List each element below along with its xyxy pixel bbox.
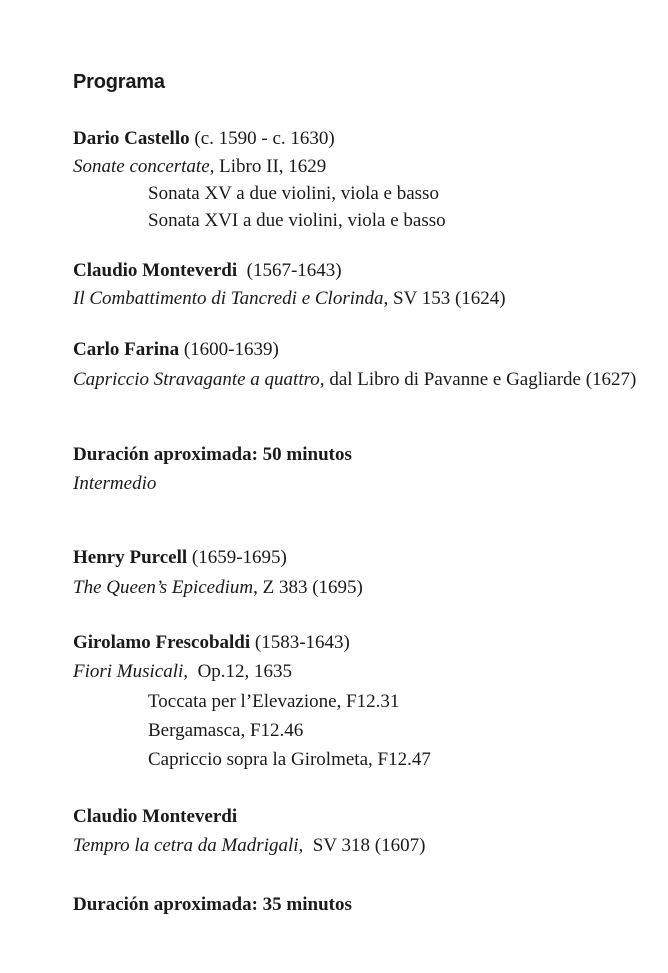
monteverdi-work-line (73, 287, 506, 311)
castello-composer-line (73, 127, 335, 151)
composer-dates: (1567-1643) (237, 260, 342, 281)
farina-work-line (73, 368, 636, 392)
intermission-label: Intermedio (73, 473, 157, 494)
work-details: Op.12, 1635 (188, 661, 293, 682)
composer-dates: (1600-1639) (179, 339, 279, 360)
frescobaldi-work-line (73, 660, 292, 684)
composer-name: Claudio Monteverdi (73, 806, 238, 827)
work-item: Toccata per l’Elevazione, F12.31 (148, 691, 400, 712)
composer-name: Girolamo Frescobaldi (73, 632, 251, 653)
composer-name: Carlo Farina (73, 339, 180, 360)
work-item: Sonata XV a due violini, viola e basso (148, 183, 439, 204)
composer-name: Dario Castello (73, 128, 190, 149)
part1-duration: Duración aproximada: 50 minutos (73, 444, 352, 465)
work-details: , Libro II, 1629 (209, 156, 327, 177)
page-title: Programa (73, 71, 165, 93)
work-title: Il Combattimento di Tancredi e Clorinda (73, 288, 384, 309)
composer-name: Claudio Monteverdi (73, 260, 238, 281)
work-item: Bergamasca, F12.46 (148, 720, 304, 741)
monteverdi-composer-line (73, 259, 342, 283)
purcell-composer-line (73, 546, 287, 570)
purcell-work-line (73, 576, 363, 600)
composer-dates: (c. 1590 - c. 1630) (189, 128, 335, 149)
work-details: dal Libro di Pavanne e Gagliarde (1627) (324, 369, 637, 390)
work-item: Sonata XVI a due violini, viola e basso (148, 210, 446, 231)
work-title: Sonate concertate (73, 156, 210, 177)
farina-composer-line (73, 338, 279, 362)
work-item: Capriccio sopra la Girolmeta, F12.47 (148, 749, 431, 770)
work-title: Capriccio Stravagante a quattro, (73, 369, 325, 390)
work-title: Fiori Musicali, (73, 661, 189, 682)
work-details: , SV 153 (1624) (383, 288, 506, 309)
composer-dates: (1659-1695) (187, 547, 287, 568)
composer-name: Henry Purcell (73, 547, 188, 568)
work-details: , Z 383 (1695) (253, 577, 363, 598)
monteverdi2-work-line (73, 834, 425, 858)
part2-duration: Duración aproximada: 35 minutos (73, 894, 352, 915)
work-title: Tempro la cetra da Madrigali, (73, 835, 304, 856)
frescobaldi-composer-line (73, 631, 350, 655)
castello-work-line (73, 155, 326, 179)
work-details: SV 318 (1607) (303, 835, 426, 856)
work-title: The Queen’s Epicedium (73, 577, 254, 598)
composer-dates: (1583-1643) (250, 632, 350, 653)
